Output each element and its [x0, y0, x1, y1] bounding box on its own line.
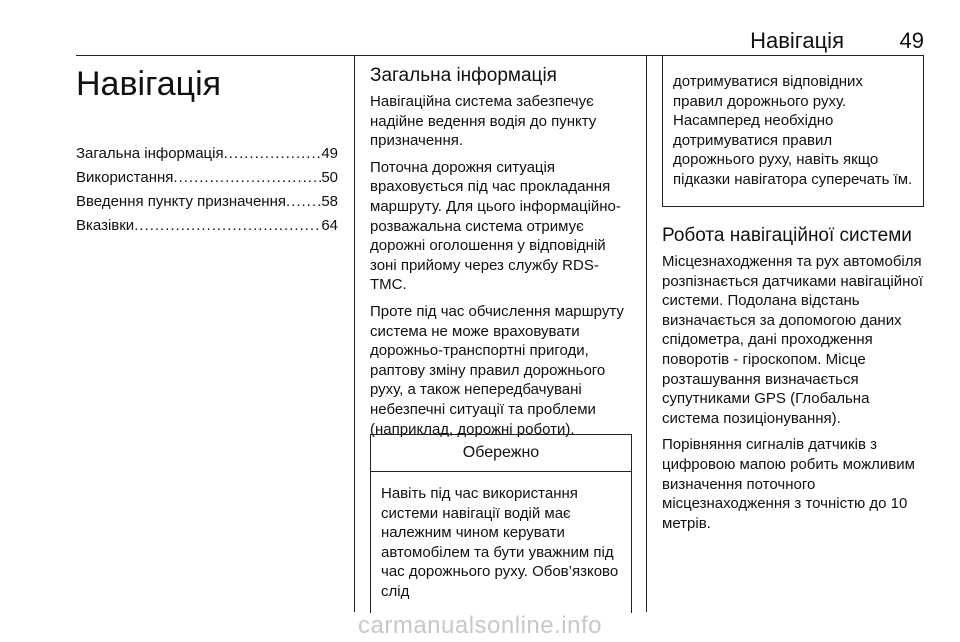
toc-entry-guidance[interactable] — [76, 214, 338, 238]
caution-text: Навіть під час використання системи навігації водій має належним чином керувати автомобілем та бути уважним під час дорожнього руху. Обов’язково слід — [381, 485, 619, 600]
running-header-title: Навігація — [750, 28, 844, 53]
column-divider-1 — [354, 56, 355, 612]
body-paragraph: Поточна дорожня ситуація враховується під час прокладання маршруту. Для цього інформаційно-розважальна система отримує дорожні оголошення у відповідній зоні прийому через службу RDS-TMC. — [370, 158, 621, 294]
toc-leader — [286, 190, 321, 214]
chapter-title: Навігація — [76, 65, 222, 103]
caution-heading: Обережно — [371, 435, 631, 472]
watermark: carmanualsonline.info — [358, 612, 602, 639]
toc-entry-page: 49 — [321, 145, 338, 162]
toc-entry-label: Використання — [76, 169, 174, 186]
section-title-general-info: Загальна інформація — [370, 65, 557, 86]
toc-leader — [173, 166, 321, 190]
toc-entry-page: 64 — [321, 217, 338, 234]
toc-entry-label: Вказівки — [76, 217, 135, 234]
column-1 — [76, 56, 338, 238]
body-paragraph: Порівняння сигналів датчиків з цифровою мапою робить можливим визначення поточного місцезнаходження з точністю до 10 метрів. — [662, 436, 915, 532]
column-divider-2 — [646, 56, 647, 612]
body-paragraph: Навігаційна система забезпечує надійне ведення водія до пункту призначення. — [370, 93, 597, 150]
toc-entry-page: 50 — [321, 169, 338, 186]
toc-entry-label: Загальна інформація — [76, 145, 224, 162]
column-2 — [370, 56, 632, 446]
caution-box-continued — [662, 56, 924, 207]
table-of-contents — [76, 142, 338, 238]
body-paragraph: Проте під час обчислення маршруту система не може враховувати дорожньо-транспортні пригоди, раптову зміну правил дорожнього руху, а також непередбачувані небезпечні ситуації та проблеми (наприклад, дорожні роботи). — [370, 302, 624, 438]
toc-entry-general-info[interactable] — [76, 142, 338, 166]
toc-leader — [134, 214, 321, 238]
caution-text-continued: дотримуватися відповідних правил дорожнього руху. Насамперед необхідно дотримуватися правил дорожнього руху, навіть якщо підказки навігатора суперечать їм. — [673, 73, 913, 188]
section-title-navigation-operation: Робота навігаційної системи — [662, 225, 912, 246]
column-3 — [662, 216, 924, 540]
body-paragraph: Місцезнаходження та рух автомобіля розпізнається датчиками навігаційної системи. Подолана відстань визначається за допомогою даних спідометра, дані проходження поворотів - гіроскопом. Місце розташування визначається супутниками GPS (Глобальна система позиціонування). — [662, 253, 923, 427]
caution-box — [370, 434, 632, 613]
toc-entry-label: Введення пункту призначення — [76, 193, 286, 210]
toc-entry-destination-input[interactable] — [76, 190, 338, 214]
toc-entry-page: 58 — [321, 193, 338, 210]
page-number: 49 — [899, 28, 924, 53]
toc-leader — [224, 142, 322, 166]
toc-entry-usage[interactable] — [76, 166, 338, 190]
